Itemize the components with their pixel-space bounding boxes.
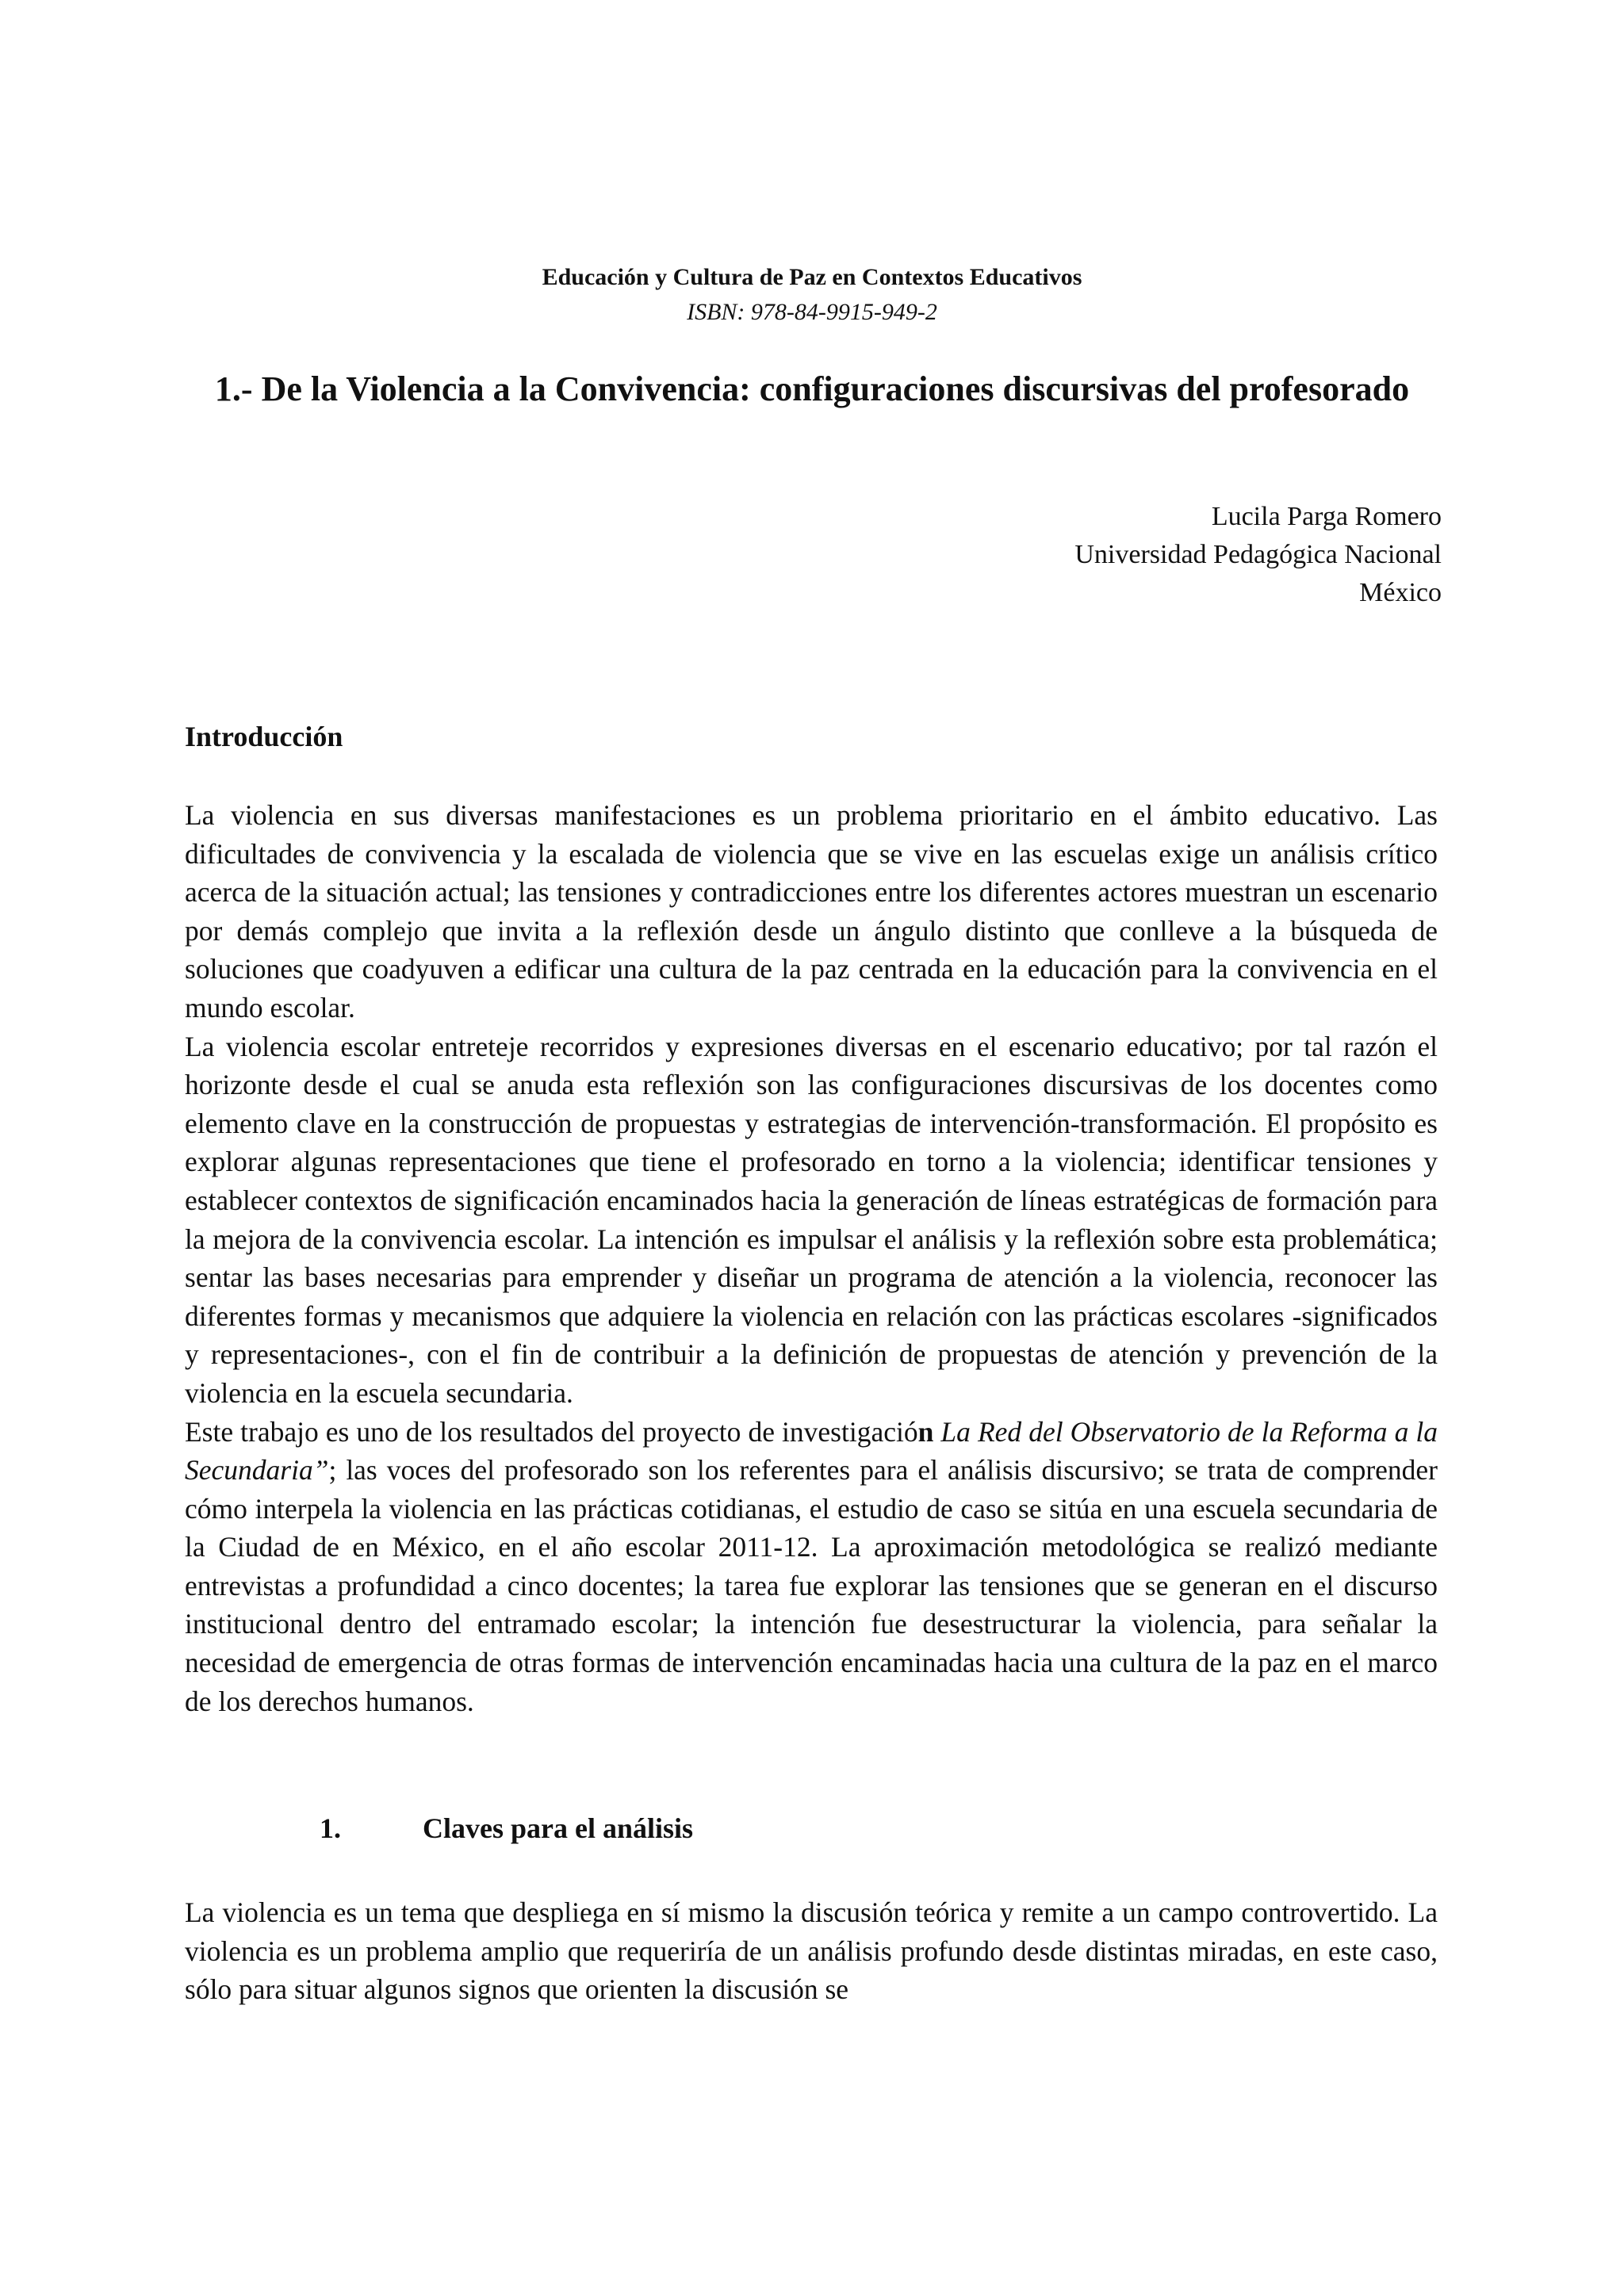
intro-paragraph-1: La violencia en sus diversas manifestaciones es un problema prioritario en el ámbito educativo. Las dificultades de convivencia y la escalada de violencia que se vive en las escuelas exige un análisis crítico acerca de la situación actual; las tensiones y contradicciones entre los diferentes actores muestran un escenario por demás complejo que invita a la reflexión desde un ángulo distinto que conlleve a la búsqueda de soluciones que coadyuven a edificar una cultura de la paz centrada en la educación para la convivencia en el mundo escolar.: [185, 799, 1438, 1024]
section-1-title: Claves para el análisis: [423, 1812, 694, 1844]
section-1-number: 1.: [320, 1812, 341, 1844]
intro-paragraph-2: La violencia escolar entreteje recorridos y expresiones diversas en el escenario educativo; por tal razón el horizonte desde el cual se anuda esta reflexión son las configuraciones discursivas de los docentes como elemento clave en la construcción de propuestas y estrategias de intervención-transformación. El propósito es explorar algunas representaciones que tiene el profesorado en torno a la violencia; identificar tensiones y establecer contextos de significación encaminados hacia la generación de líneas estratégicas de formación para la mejora de la convivencia escolar. La intención es impulsar el análisis y la reflexión sobre esta problemática; sentar las bases necesarias para emprender y diseñar un programa de atención a la violencia, reconocer las diferentes formas y mecanismos que adquiere la violencia en relación con las prácticas escolares -significados y representaciones-, con el fin de contribuir a la definición de propuestas de atención y prevención de la violencia en la escuela secundaria.: [185, 1030, 1438, 1409]
book-title: Educación y Cultura de Paz en Contextos Educativos: [542, 264, 1082, 290]
intro-paragraph-3: [185, 1413, 1438, 1721]
section-1-paragraph-1: La violencia es un tema que despliega en sí mismo la discusión teórica y remite a un campo controvertido. La violencia es un problema amplio que requeriría de un análisis profundo desde distintas miradas, en este caso, sólo para situar algunos signos que orienten la discusión se: [185, 1896, 1438, 2006]
introduction-body: [185, 796, 1438, 1720]
isbn: ISBN: 978-84-9915-949-2: [687, 299, 937, 325]
author-block: [1074, 498, 1442, 612]
project-title-italic: La Red del Observatorio de la Reforma a la Secundaria”: [185, 1415, 1438, 1487]
intro-paragraph-3-end: ; las voces del profesorado son los referentes para el análisis discursivo; se trata de comprender cómo interpela la violencia en las prácticas cotidianas, el estudio de caso se sitúa en una escuela secundaria de la Ciudad de en México, en el año escolar 2011-12. La aproximación metodológica se realizó mediante entrevistas a profundidad a cinco docentes; la tarea fue explorar las tensiones que se generan en el discurso institucional dentro del entramado escolar; la intención fue desestructurar la violencia, para señalar la necesidad de emergencia de otras formas de intervención encaminadas hacia una cultura de la paz en el marco de los derechos humanos.: [185, 1454, 1438, 1717]
chapter-title: 1.- De la Violencia a la Convivencia: configuraciones discursivas del profesorado: [214, 369, 1410, 408]
author-name: Lucila Parga Romero: [1211, 502, 1442, 531]
intro-paragraph-3-start: Este trabajo es uno de los resultados del proyecto de investigació: [185, 1415, 918, 1448]
section-1-body: [185, 1893, 1438, 2009]
introduction-heading: Introducción: [185, 721, 343, 752]
intro-paragraph-3-bold-n: n: [917, 1415, 934, 1448]
author-institution: Universidad Pedagógica Nacional: [1074, 540, 1442, 569]
section-1-heading: [320, 1809, 693, 1847]
author-country: México: [1359, 578, 1442, 607]
